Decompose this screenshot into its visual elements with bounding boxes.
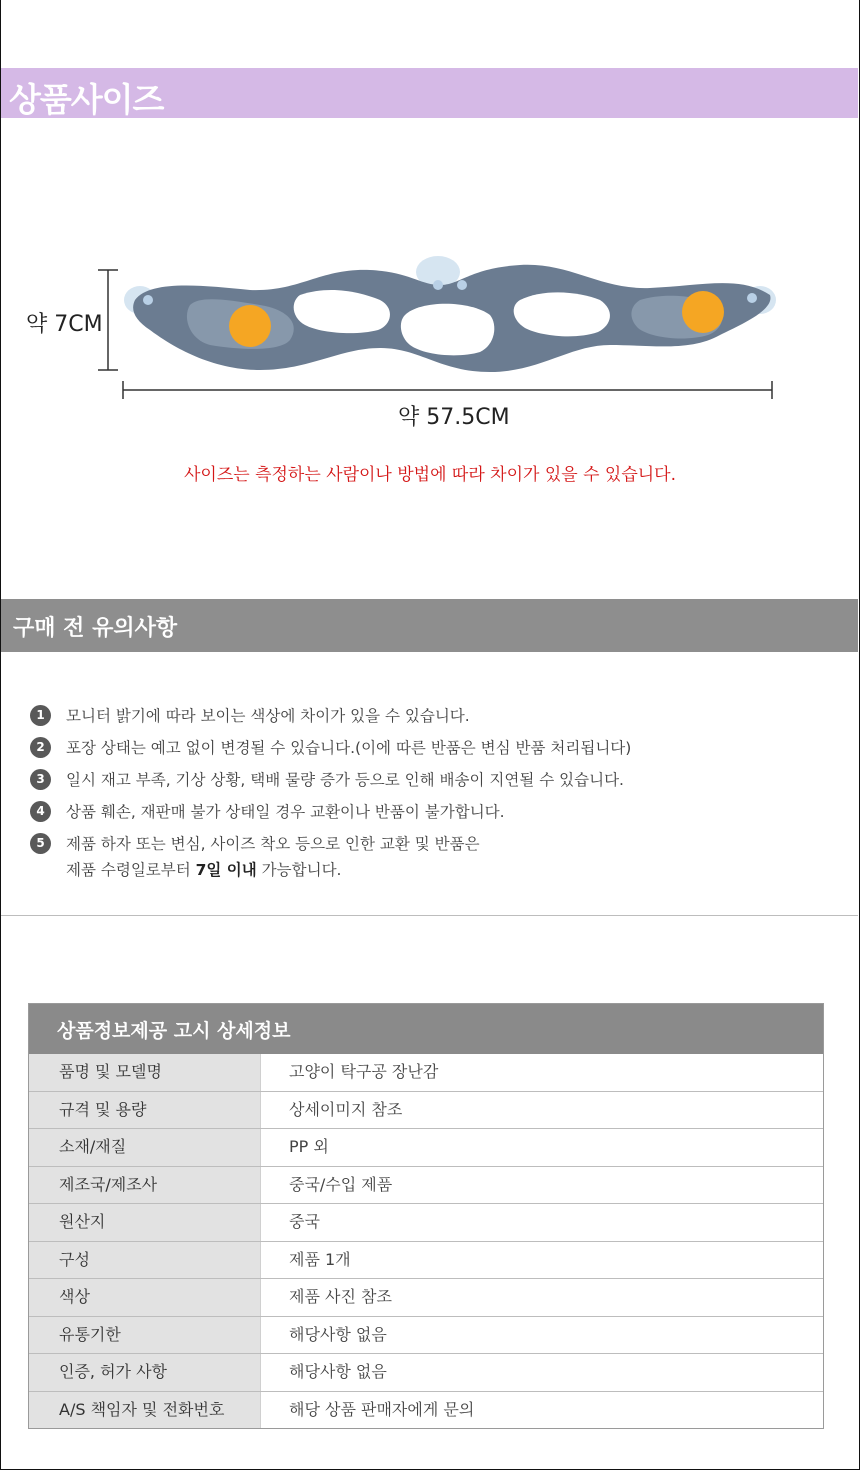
notice-section-title: 구매 전 유의사항: [13, 616, 178, 641]
number-badge-icon: 5: [30, 833, 51, 854]
notice-text: 모니터 밝기에 따라 보이는 색상에 차이가 있을 수 있습니다.: [66, 707, 470, 725]
number-badge-icon: 2: [30, 737, 51, 758]
product-info-table: [28, 1003, 824, 1429]
row-value: 제품 1개: [260, 1242, 823, 1279]
row-value: 해당사항 없음: [260, 1317, 823, 1354]
row-key: 제조국/제조사: [29, 1167, 260, 1204]
notice-text-line2: 제품 수령일로부터: [66, 861, 196, 879]
notice-item: [30, 735, 830, 761]
notice-item: [30, 831, 830, 883]
ball-left-icon: [229, 305, 271, 347]
table-row: [29, 1128, 823, 1166]
notice-text-line2-end: 가능합니다.: [256, 861, 342, 879]
row-value: 해당사항 없음: [260, 1354, 823, 1391]
notice-text: 일시 재고 부족, 기상 상황, 택배 물량 증가 등으로 인해 배송이 지연될 수 있습니다.: [66, 771, 624, 789]
ball-right-icon: [682, 291, 724, 333]
row-key: 품명 및 모델명: [29, 1054, 260, 1091]
table-row: [29, 1241, 823, 1279]
size-section-title: 상품사이즈: [9, 80, 164, 119]
table-row: [29, 1316, 823, 1354]
notice-item: [30, 799, 830, 825]
notice-emphasis: 7일 이내: [195, 861, 257, 879]
row-value: 상세이미지 참조: [260, 1092, 823, 1129]
number-badge-icon: 3: [30, 769, 51, 790]
table-row: [29, 1054, 823, 1091]
table-row: [29, 1353, 823, 1391]
size-disclaimer: 사이즈는 측정하는 사람이나 방법에 따라 차이가 있을 수 있습니다.: [183, 465, 677, 485]
table-row: [29, 1091, 823, 1129]
table-row: [29, 1278, 823, 1316]
number-badge-icon: 4: [30, 801, 51, 822]
width-dimension-line: [123, 381, 772, 399]
table-row: [29, 1203, 823, 1241]
notice-text: 상품 훼손, 재판매 불가 상태일 경우 교환이나 반품이 불가합니다.: [66, 803, 505, 821]
notice-text: 제품 하자 또는 변심, 사이즈 착오 등으로 인한 교환 및 반품은: [66, 835, 480, 853]
row-value: 해당 상품 판매자에게 문의: [260, 1392, 823, 1429]
row-key: A/S 책임자 및 전화번호: [29, 1392, 260, 1429]
row-key: 소재/재질: [29, 1129, 260, 1166]
width-label: 약 57.5CM: [398, 405, 510, 430]
row-key: 인증, 허가 사항: [29, 1354, 260, 1391]
notice-list: [30, 703, 830, 889]
row-key: 규격 및 용량: [29, 1092, 260, 1129]
notice-section-header: [1, 599, 858, 652]
row-key: 원산지: [29, 1204, 260, 1241]
info-table-title: 상품정보제공 고시 상세정보: [57, 1020, 291, 1042]
row-value: 중국: [260, 1204, 823, 1241]
notice-text: 포장 상태는 예고 없이 변경될 수 있습니다.(이에 따른 반품은 변심 반품 처리됩니다): [66, 739, 632, 757]
row-value: PP 외: [260, 1129, 823, 1166]
row-key: 구성: [29, 1242, 260, 1279]
row-value: 중국/수입 제품: [260, 1167, 823, 1204]
info-table-header: [29, 1004, 823, 1054]
info-table-body: [29, 1054, 823, 1428]
row-key: 색상: [29, 1279, 260, 1316]
size-section-header: [1, 68, 858, 118]
row-value: 고양이 탁구공 장난감: [260, 1054, 823, 1091]
row-value: 제품 사진 참조: [260, 1279, 823, 1316]
product-image: [0, 240, 860, 410]
notice-item: [30, 767, 830, 793]
notice-item: [30, 703, 830, 729]
number-badge-icon: 1: [30, 705, 51, 726]
row-key: 유통기한: [29, 1317, 260, 1354]
section-divider: [1, 915, 858, 916]
height-label: 약 7CM: [26, 312, 103, 337]
table-row: [29, 1391, 823, 1429]
table-row: [29, 1166, 823, 1204]
